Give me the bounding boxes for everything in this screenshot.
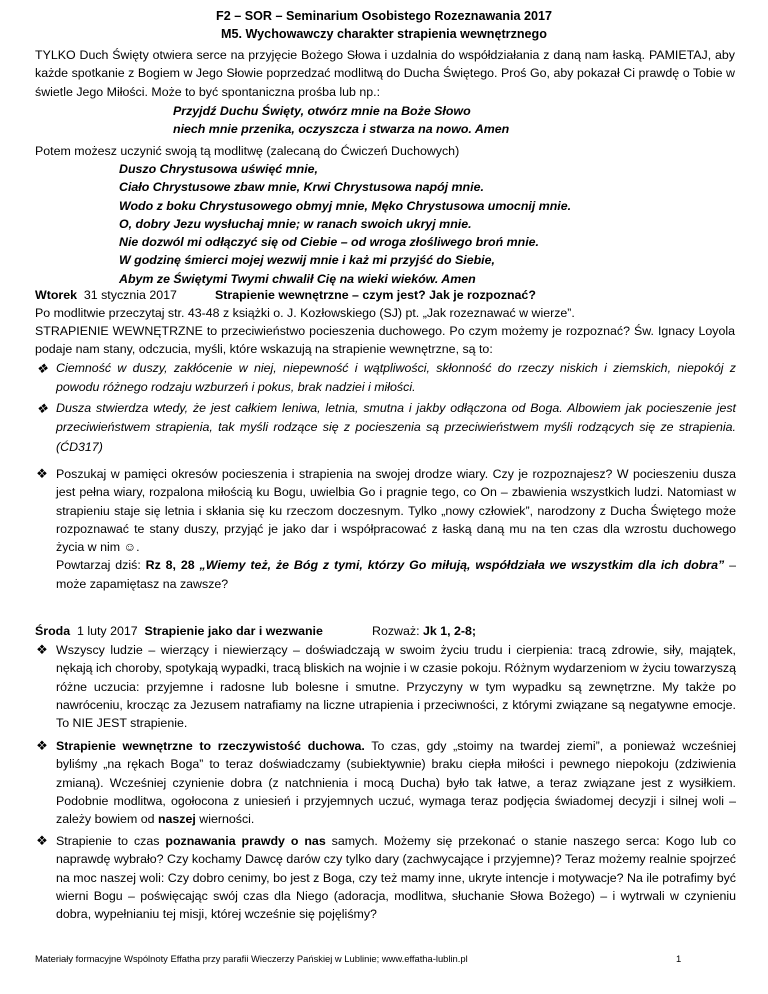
prayer-line: Nie dozwól mi odłączyć się od Ciebie – od wroga złośliwego broń mnie. (119, 235, 539, 250)
bullet-reflection: ❖ Poszukaj w pamięci okresów pocieszenia i strapienia na swojej drodze wiary. Czy je rozpoznajesz? W pocieszeniu dusza jest pełna wiary, rozpalona miłością ku Bogu, uwielbia Go i pragnie tego, co On – zbawienia wszystkich ludzi. Natomiast w strapieniu staje się letnia i skłania się ku rzeczom doczesnym. Tylko „nowy człowiek”, narodzony z Ducha Świętego może rozpoznawać te stany duszy, przyjąć je jako dar i współpracować z łaską daną mu na ten czas dla wzrostu duchowego życia w nim ☺. Powtarzaj dziś: Rz 8, 28 „Wiemy też, że Bóg z tymi, którzy Go miłują, współdziała we wszystkim dla ich dobra” – może zapamiętasz na zawsze? (56, 465, 736, 593)
prayer-line: Duszo Chrystusowa uświęć mnie, (119, 162, 318, 176)
reading-instruction: Po modlitwie przeczytaj str. 43-48 z książki o. J. Kozłowskiego (SJ) pt. „Jak rozeznawać w wierze”. (35, 306, 575, 320)
diamond-bullet-icon: ❖ (36, 466, 48, 481)
prayer-line: Wodo z boku Chrystusowego obmyj mnie, Męko Chrystusowa umocnij mnie. (119, 198, 572, 213)
page-number: 1 (676, 953, 682, 964)
prayer-line: W godzinę śmierci mojej wezwij mnie i każ mi przyjść do Siebie, (119, 253, 495, 268)
prayer-line: Abym ze Świętymi Twymi chwalił Cię na wieki wieków. Amen (119, 271, 476, 286)
bullet-suffering: ❖ Wszyscy ludzie – wierzący i niewierzący – doświadczają w swoim życiu trudu i cierpienia: tracą zdrowie, siły, majątek, nękają ich choroby, spotykają wypadki, tracą bliskich na wojnie i w czasie pokoju. Różnym wydarzeniom w życiu towarzyszą różne uczucia: przyjemne i radosne lub bolesne i smutne. Przyczyny w tym wypadku są zewnętrzne. My także po nawróceniu, krocząc za Jezusem natrafiamy na liczne utrapienia i przeciwności, z którymi związane są negatywne emocje. To NIE JEST strapienie. (56, 641, 736, 732)
wednesday-heading (35, 622, 735, 640)
day-name: Wtorek (35, 288, 77, 302)
bullet-desolation-signs: ❖ Ciemność w duszy, zakłócenie w niej, niepewność i wątpliwości, skłonność do rzeczy niskich i ziemskich, niepokój z powodu różnego rodzaju wzburzeń i pokus, brak nadziei i miłości. (56, 359, 736, 398)
tuesday-heading (35, 286, 735, 304)
diamond-bullet-icon: ❖ (36, 642, 48, 657)
day-topic: Strapienie wewnętrzne – czym jest? Jak je rozpoznać? (215, 288, 536, 302)
day-date: 31 stycznia 2017 (83, 288, 177, 302)
document-subtitle: M5. Wychowawczy charakter strapienia wewnętrznego (221, 27, 547, 41)
bullet-spiritual-reality: ❖ Strapienie wewnętrzne to rzeczywistość duchowa. To czas, gdy „stoimy na twardej ziemi”, a ponieważ wcześniej byliśmy „na rękach Boga” to teraz doświadczamy (subiektywnie) braku ciepła miłości i pewnego niepokoju (zdziwienia zmianą). Wcześniej czynienie dobra (z natchnienia i mocą Ducha) było tak łatwe, a teraz związane jest z wysiłkiem. Podobnie modlitwa, ogołocona z uniesień i przyjemnych uczuć, wymaga teraz podjęcia świadomej decyzji i silnej woli – zależy bowiem od naszej wierności. (56, 737, 736, 828)
diamond-bullet-icon: ❖ (36, 738, 48, 753)
intro-paragraph: TYLKO Duch Święty otwiera serce na przyjęcie Bożego Słowa i uzdalnia do współdziałania z daną nam łaską. PAMIETAJ, aby każde spotkanie z Bogiem w Jego Słowie poprzedzać modlitwą do Ducha Świętego. Proś Go, aby pokazał Ci prawdę o Tobie w świetle Jego Miłości. Może to być spontaniczna prośba lub np.: (35, 48, 735, 99)
diamond-bullet-icon: ❖ (36, 833, 48, 848)
memory-verse: Powtarzaj dziś: Rz 8, 28 „Wiemy też, że Bóg z tymi, którzy Go miłują, współdziała we wszystkim dla ich dobra” – może zapamiętasz na zawsze? (56, 558, 737, 591)
day-name: Środa (35, 624, 71, 638)
prayer-intro: Potem możesz uczynić swoją tą modlitwę (zalecaną do Ćwiczeń Duchowych) (35, 144, 460, 158)
page-footer: Materiały formacyjne Wspólnoty Effatha przy parafii Wieczerzy Pańskiej w Lublinie; www.effatha-lublin.pl (35, 953, 468, 964)
bullet-soul-state: ❖ Dusza stwierdza wtedy, że jest całkiem leniwa, letnia, smutna i jakby odłączona od Boga. Albowiem jak pocieszenie jest przeciwieństwem strapienia, tak myśli rodzące się z pocieszenia są przeciwieństwem myśli rodzących się ze strapienia. (ĆD317) (56, 399, 736, 457)
day-topic: Strapienie jako dar i wezwanie (144, 624, 323, 638)
prayer-line: niech mnie przenika, oczyszcza i stwarza na nowo. Amen (173, 122, 510, 137)
day-date: 1 luty 2017 (77, 624, 138, 638)
anima-christi-prayer (119, 160, 571, 288)
bullet-truth-about-us: ❖ Strapienie to czas poznawania prawdy o nas samych. Możemy się przekonać o stanie naszego serca: Kogo lub co naprawdę wybrało? Czy kochamy Dawcę darów czy tylko dary (zachwycające i przyjemne)? Teraz możemy realnie spojrzeć na moc naszej woli: Czy dobro cenimy, bo jest z Boga, czy też mamy inne, ukryte intencje i motywacje? Na ile potrafimy być wierni Bogu – poświęcając swój czas dla Niego (adoracja, modlitwa, słuchanie Słowa Bożego) – i wytrwali w czynieniu dobra, wypełnianiu tej misji, której wcześnie się pojęliśmy? (56, 832, 736, 923)
diamond-bullet-icon: ❖ (36, 361, 48, 376)
prayer-line: O, dobry Jezu wysłuchaj mnie; w ranach swoich ukryj mnie. (119, 216, 472, 231)
prayer-line: Przyjdź Duchu Święty, otwórz mnie na Boże Słowo (173, 104, 471, 118)
desolation-definition: STRAPIENIE WEWNĘTRZNE to przeciwieństwo pocieszenia duchowego. Po czym możemy je rozpoznać? Św. Ignacy Loyola podaje nam stany, odczucia, myśli, które wskazują na strapienie wewnętrzne, są to: (35, 324, 735, 357)
prayer-line: Ciało Chrystusowe zbaw mnie, Krwi Chrystusowa napój mnie. (119, 180, 484, 195)
document-title: F2 – SOR – Seminarium Osobistego Rozeznawania 2017 (216, 9, 552, 23)
holy-spirit-prayer (173, 102, 509, 139)
diamond-bullet-icon: ❖ (36, 401, 48, 416)
reflect-reference: Rozważ: Jk 1, 2-8; (372, 624, 477, 638)
